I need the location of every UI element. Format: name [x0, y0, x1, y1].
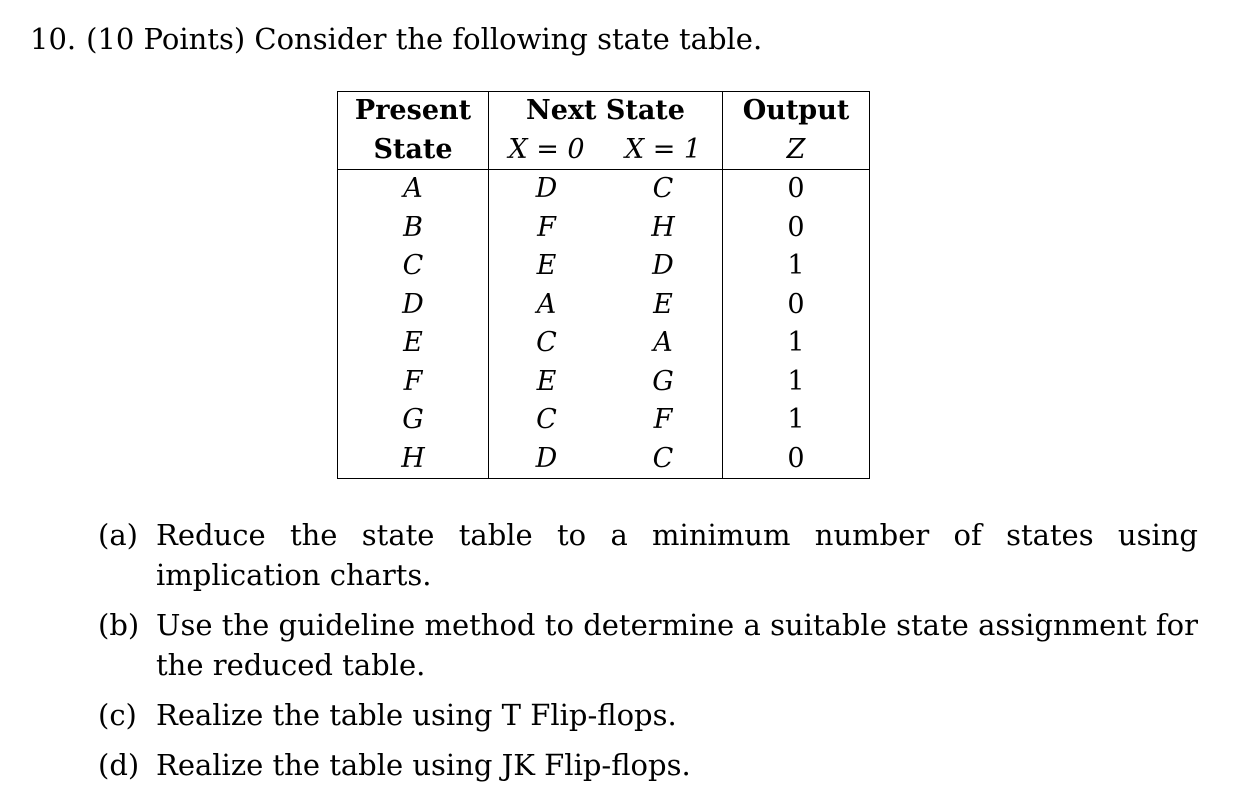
output-cell: 0: [723, 209, 870, 248]
header-next-state: Next State: [489, 92, 723, 131]
next-x0-cell: C: [536, 327, 557, 358]
table-row: [338, 363, 870, 402]
output-cell: 1: [723, 363, 870, 402]
next-x0-cell: D: [535, 173, 558, 204]
output-cell: 1: [723, 401, 870, 440]
question-parts: [98, 515, 1198, 795]
next-x0-cell: E: [536, 250, 557, 281]
part-label: (a): [98, 518, 138, 552]
header-z: Z: [723, 131, 870, 170]
table-row: [338, 286, 870, 325]
next-x1-cell: A: [604, 324, 723, 363]
present-state-cell: B: [338, 209, 489, 248]
present-state-cell: F: [338, 363, 489, 402]
question-text: (10 Points) Consider the following state table.: [86, 22, 763, 56]
part-label: (c): [98, 698, 137, 732]
output-cell: 0: [723, 286, 870, 325]
table-row: [338, 209, 870, 248]
part-text: Reduce the state table to a minimum number of states using implication charts.: [156, 518, 1198, 592]
present-state-cell: E: [338, 324, 489, 363]
part-text: Realize the table using T Flip-flops.: [156, 698, 677, 732]
next-x1-cell: H: [604, 209, 723, 248]
next-x1-cell: E: [604, 286, 723, 325]
present-state-cell: C: [338, 247, 489, 286]
header-x1: X = 1: [604, 131, 723, 170]
table-row: [338, 247, 870, 286]
table-row: [338, 324, 870, 363]
next-x1-cell: F: [604, 401, 723, 440]
next-x0-cell: F: [537, 211, 556, 243]
state-table: [337, 91, 870, 479]
question-header: [30, 22, 762, 56]
next-x1-cell: D: [604, 247, 723, 286]
next-x0-cell: A: [536, 288, 557, 320]
table-row: [338, 401, 870, 440]
question-number: 10.: [30, 22, 77, 56]
next-x1-cell: C: [604, 170, 723, 209]
present-state-cell: H: [338, 440, 489, 479]
table-row: [338, 170, 870, 209]
part-label: (d): [98, 748, 140, 782]
output-cell: 0: [723, 170, 870, 209]
present-state-cell: D: [338, 286, 489, 325]
next-x0-cell: E: [536, 365, 557, 397]
next-x0-cell: D: [489, 440, 605, 479]
next-x1-cell: G: [604, 363, 723, 402]
part-a: [98, 515, 1198, 595]
output-cell: 1: [723, 247, 870, 286]
present-state-cell: G: [338, 401, 489, 440]
part-text: Realize the table using JK Flip-flops.: [156, 748, 691, 782]
part-label: (b): [98, 608, 140, 642]
next-x1-cell: C: [604, 440, 723, 479]
next-x0-cell: C: [536, 404, 557, 435]
part-c: [98, 695, 1198, 735]
table-row: [338, 440, 870, 479]
header-present: Present: [338, 92, 489, 131]
output-cell: 0: [723, 440, 870, 479]
header-x0: X = 0: [489, 131, 605, 170]
header-output: Output: [723, 92, 870, 131]
present-state-cell: A: [338, 170, 489, 209]
part-text: Use the guideline method to determine a suitable state assignment for the reduced table.: [156, 608, 1198, 682]
output-cell: 1: [723, 324, 870, 363]
header-state: State: [338, 131, 489, 170]
part-b: [98, 605, 1198, 685]
part-d: [98, 745, 1198, 785]
